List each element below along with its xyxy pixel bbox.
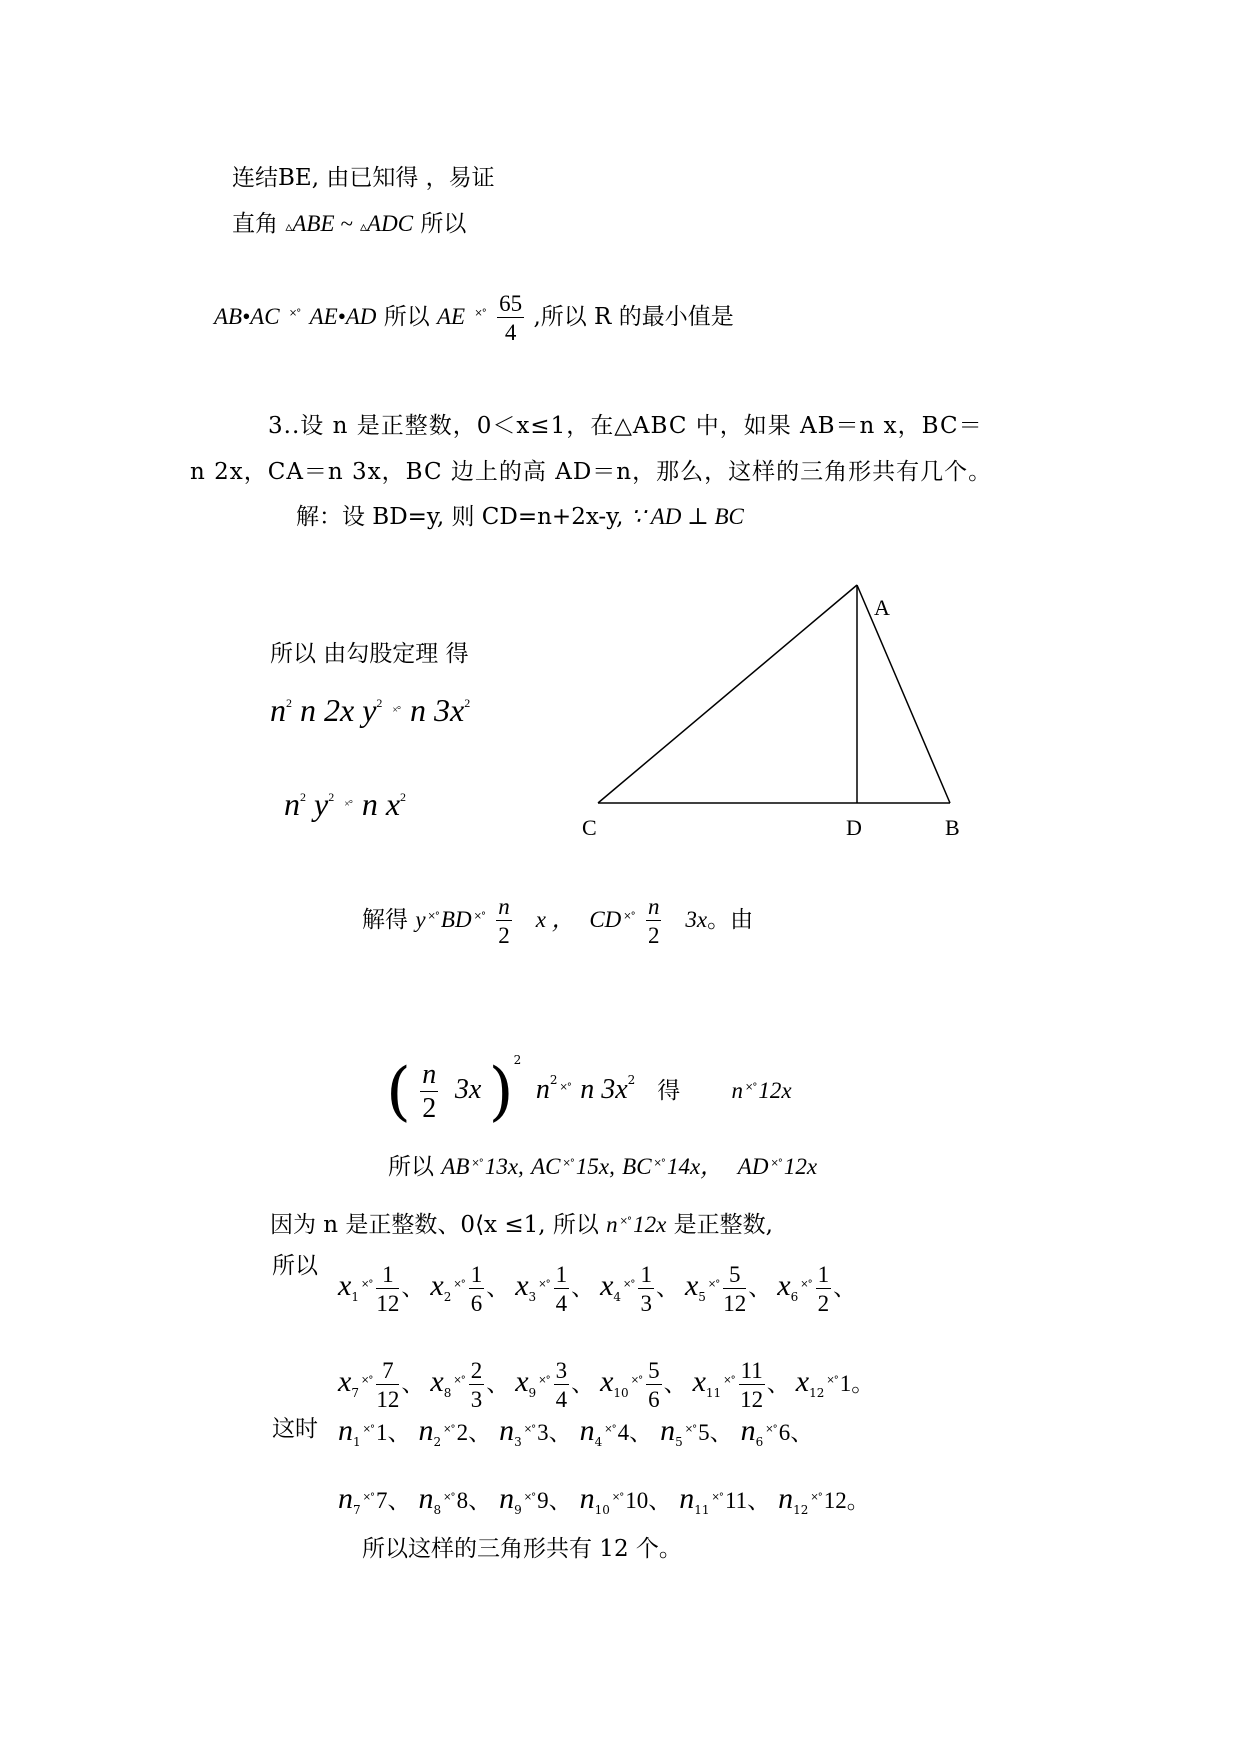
numerator: 1 <box>376 1263 399 1289</box>
fraction-65-4: $\frac{65}{4}$ <box>499 291 523 345</box>
because-text: 是正整数, <box>673 1212 773 1238</box>
equals-glyph-icon: ×° <box>523 1492 536 1503</box>
subscript: 12 <box>809 1386 825 1400</box>
math-x: x ， <box>535 907 575 932</box>
subscript: 3 <box>528 1290 537 1304</box>
subscript: 4 <box>594 1435 603 1449</box>
separator: 、 <box>387 1488 411 1514</box>
equals-glyph-icon: ×° <box>707 1279 720 1290</box>
subscript: 10 <box>594 1503 610 1517</box>
equals-glyph-icon: ×° <box>810 1492 822 1503</box>
fraction-n-2: $\frac{n}{2}$ <box>647 894 660 948</box>
math-n: n <box>499 1482 515 1515</box>
superscript: 2 <box>627 1073 636 1087</box>
math-3x: 3x <box>454 1074 482 1105</box>
math-n: n <box>740 1414 756 1447</box>
xlist-row-1 <box>338 1254 862 1328</box>
equals-glyph-icon: ×° <box>623 1279 635 1290</box>
superscript: 2 <box>300 790 306 804</box>
math-ae: AE <box>437 304 466 329</box>
math-12x: 12x <box>633 1212 667 1237</box>
sides-line <box>388 1150 817 1181</box>
n-term <box>499 1414 572 1449</box>
subscript: 8 <box>443 1386 452 1400</box>
equals-glyph-icon: ×° <box>630 1375 643 1386</box>
math-n: n <box>778 1482 794 1515</box>
x-term <box>338 1358 425 1412</box>
subscript: 11 <box>705 1386 722 1400</box>
math-n: n <box>338 1414 353 1447</box>
separator: 、 <box>790 1420 814 1446</box>
superscript: 2 <box>328 790 335 804</box>
x-term <box>692 1358 790 1412</box>
math-n: n <box>338 1482 353 1515</box>
equals-glyph-icon: ×° <box>538 1375 550 1386</box>
intro-line-2 <box>232 210 466 242</box>
numerator: 1 <box>817 1262 830 1287</box>
equals-glyph-icon: ×° <box>611 1492 624 1503</box>
n-term <box>660 1414 733 1449</box>
subscript: 7 <box>353 1503 361 1517</box>
subscript: 5 <box>675 1435 683 1449</box>
equals-glyph-icon: ×° <box>344 799 352 810</box>
superscript: 2 <box>286 696 292 710</box>
numerator: 1 <box>555 1262 568 1287</box>
equals-glyph-icon: ×° <box>362 1424 375 1435</box>
equals-glyph-icon: ×° <box>623 911 635 922</box>
math-cd: CD <box>589 907 622 932</box>
denominator: 12 <box>376 1291 400 1316</box>
fraction <box>723 1263 746 1315</box>
value: 10 <box>625 1488 649 1513</box>
intro-text: ,所以 R 的最小值是 <box>533 304 734 330</box>
subscript: 2 <box>443 1290 452 1304</box>
equals-glyph-icon: ×° <box>474 308 486 319</box>
equals-glyph-icon: ×° <box>604 1424 616 1435</box>
superscript: 2 <box>400 790 407 804</box>
math-x: x <box>777 1269 791 1302</box>
subscript: 3 <box>514 1435 522 1449</box>
value: 1 <box>376 1420 388 1445</box>
triangle-icon: ▵ <box>285 220 293 235</box>
math-x: x <box>692 1365 706 1398</box>
label-d: D <box>846 815 862 840</box>
subscript: 8 <box>433 1503 442 1517</box>
equals-glyph-icon: ×° <box>443 1492 455 1503</box>
n-term <box>579 1414 653 1449</box>
equals-glyph-icon: ×° <box>562 1158 574 1169</box>
x-term <box>777 1262 857 1316</box>
separator: 、 <box>548 1488 572 1514</box>
right-paren: ) <box>488 1055 514 1129</box>
math-y: y <box>415 907 426 932</box>
equals-glyph-icon: ×° <box>360 1375 373 1386</box>
n-term <box>778 1482 870 1517</box>
separator: 、 <box>401 1371 425 1397</box>
x-term <box>795 1365 875 1400</box>
math-value: 13x, <box>484 1154 524 1179</box>
math-x: x <box>515 1365 529 1398</box>
intro-text: 所以 <box>383 304 430 330</box>
equals-glyph-icon: ×° <box>765 1424 777 1435</box>
subscript: 6 <box>755 1435 764 1449</box>
numerator: 5 <box>723 1263 746 1289</box>
separator: 、 <box>748 1275 772 1301</box>
separator: 、 <box>401 1275 425 1301</box>
x-term <box>600 1358 687 1412</box>
math-x: x <box>795 1365 810 1398</box>
subscript: 6 <box>790 1290 799 1304</box>
math-x: x <box>430 1365 444 1398</box>
numerator: 5 <box>648 1358 660 1383</box>
numerator: 3 <box>555 1358 568 1383</box>
pythag-label: 所以 由勾股定理 得 <box>270 641 469 667</box>
math-value: 14x， <box>666 1154 724 1179</box>
equals-glyph-icon: ×° <box>770 1158 782 1169</box>
math-x: x <box>515 1269 529 1302</box>
fraction <box>376 1263 399 1315</box>
math-n: n <box>579 1414 595 1447</box>
value: 4 <box>617 1420 630 1445</box>
math-ab: AB <box>441 1154 470 1179</box>
fraction <box>469 1263 485 1315</box>
equals-glyph-icon: ×° <box>453 1375 465 1386</box>
math-value: 12x <box>783 1154 818 1179</box>
separator: 、 <box>629 1420 653 1446</box>
n-term <box>499 1482 572 1517</box>
value: 1 <box>839 1371 852 1396</box>
solve-text: 解得 <box>362 907 408 933</box>
subscript: 7 <box>351 1386 359 1400</box>
separator: 、 <box>571 1275 595 1301</box>
eq-text: 得 <box>657 1078 681 1104</box>
intro-line-1: 连结BE, 由已知得 ，易证 <box>232 165 495 191</box>
math-n: n <box>418 1414 434 1447</box>
intro-text: 所以 <box>420 211 467 237</box>
numerator: 1 <box>470 1262 483 1287</box>
because-text: 因为 n 是正整数、0⟨x ≤1, 所以 <box>270 1212 599 1238</box>
separator: 、 <box>548 1420 572 1446</box>
subscript: 10 <box>613 1386 629 1400</box>
denominator: 12 <box>376 1387 400 1412</box>
solution-line <box>296 503 744 531</box>
fraction-n-2: $\frac{n}{2}$ <box>498 894 510 948</box>
label-c: C <box>582 815 597 840</box>
subscript: 1 <box>353 1435 361 1449</box>
separator: 、 <box>833 1275 857 1301</box>
math-n3x: n 3x <box>410 692 465 728</box>
math-n: n <box>731 1078 743 1103</box>
numerator: 11 <box>740 1358 763 1383</box>
denominator: 6 <box>648 1387 660 1412</box>
fraction <box>816 1263 832 1315</box>
math-ad: AD <box>737 1154 769 1179</box>
denominator: 3 <box>640 1291 652 1316</box>
n-term <box>579 1482 672 1517</box>
pythag-eq-2 <box>284 778 406 824</box>
equals-glyph-icon: ×° <box>453 1279 465 1290</box>
math-n: n <box>579 1482 595 1515</box>
fraction <box>554 1359 570 1411</box>
math-n: n <box>418 1482 434 1515</box>
x-term <box>430 1262 510 1316</box>
value: 7 <box>376 1488 388 1513</box>
math-x: x <box>684 1269 699 1302</box>
n-term <box>418 1414 492 1449</box>
math-ae-ad: AE•AD <box>309 304 377 329</box>
equals-glyph-icon: ×° <box>684 1424 697 1435</box>
fraction <box>646 1359 662 1411</box>
math-x: x <box>600 1269 614 1302</box>
solution-text: 解：设 BD=y, 则 CD=n+2x-y, <box>296 504 624 530</box>
numerator: 1 <box>640 1262 652 1287</box>
pythag-eq-1 <box>270 684 470 730</box>
separator: 、 <box>655 1275 679 1301</box>
separator: 、 <box>766 1371 790 1397</box>
math-ab-ac: AB•AC <box>214 304 280 329</box>
label-b: B <box>945 815 960 840</box>
math-n: n <box>679 1482 695 1515</box>
separator: 、 <box>648 1488 672 1514</box>
separator: 、 <box>468 1420 492 1446</box>
value: 6 <box>778 1420 791 1445</box>
fraction <box>554 1263 570 1315</box>
problem-line-1: 3..设 n 是正整数，0＜x≤1，在△ABC 中，如果 AB＝n x，BC＝ <box>268 413 983 439</box>
equals-glyph-icon: ×° <box>443 1424 455 1435</box>
solve-line <box>362 895 753 947</box>
subscript: 4 <box>613 1290 622 1304</box>
separator: 、 <box>486 1275 510 1301</box>
intro-text: 直角 <box>232 211 278 237</box>
math-x: x <box>430 1269 444 1302</box>
superscript: 2 <box>513 1053 522 1067</box>
fraction <box>638 1263 654 1315</box>
separator: 、 <box>747 1488 771 1514</box>
equals-glyph-icon: ×° <box>523 1424 536 1435</box>
x-term <box>338 1262 425 1316</box>
equals-glyph-icon: ×° <box>826 1375 838 1386</box>
math-12x: 12x <box>758 1078 792 1103</box>
separator: 、 <box>571 1371 595 1397</box>
nlist-label: 这时 <box>272 1416 318 1442</box>
n-term <box>338 1414 411 1449</box>
separator: 、 <box>387 1420 411 1446</box>
x-term <box>515 1262 595 1316</box>
left-paren: ( <box>386 1055 411 1129</box>
denominator: 12 <box>740 1387 764 1412</box>
math-n: n <box>284 786 300 822</box>
conclusion: 所以这样的三角形共有 12 个。 <box>362 1536 682 1562</box>
subscript: 9 <box>514 1503 522 1517</box>
value: 11 <box>724 1488 748 1513</box>
math-value: 15x, <box>575 1154 615 1179</box>
x-term <box>600 1262 679 1316</box>
separator: 、 <box>709 1420 733 1446</box>
math-n: n <box>660 1414 676 1447</box>
subscript: 12 <box>793 1503 809 1517</box>
math-n2xy: n 2x y <box>300 692 377 728</box>
triangle-figure <box>570 575 990 855</box>
numerator: 2 <box>470 1358 483 1383</box>
intro-line-3 <box>214 292 734 344</box>
n-term <box>338 1482 411 1517</box>
equals-glyph-icon: ×° <box>471 1158 483 1169</box>
subscript: 1 <box>351 1290 359 1304</box>
value: 9 <box>537 1488 549 1513</box>
separator: 、 <box>468 1488 492 1514</box>
equals-glyph-icon: ×° <box>723 1375 735 1386</box>
value: 5 <box>698 1420 710 1445</box>
problem-line-2: n 2x，CA＝n 3x，BC 边上的高 AD＝n，那么，这样的三角形共有几个。 <box>190 459 993 485</box>
math-x: x <box>338 1269 352 1302</box>
denominator: 3 <box>470 1387 483 1412</box>
big-equation <box>386 1010 792 1129</box>
n-term <box>679 1482 771 1517</box>
math-n: n <box>499 1414 515 1447</box>
x-term <box>430 1358 510 1412</box>
equals-glyph-icon: ×° <box>427 911 439 922</box>
math-n: n <box>535 1074 550 1105</box>
math-n: n <box>270 692 286 728</box>
math-n: n <box>606 1212 618 1237</box>
value: 3 <box>537 1420 549 1445</box>
equals-glyph-icon: ×° <box>473 911 485 922</box>
value: 12 <box>823 1488 847 1513</box>
equals-glyph-icon: ×° <box>619 1216 632 1227</box>
superscript: 2 <box>464 696 471 710</box>
equals-glyph-icon: ×° <box>538 1279 550 1290</box>
period: 。 <box>851 1371 875 1397</box>
equals-glyph-icon: ×° <box>392 705 401 716</box>
n-term <box>418 1482 492 1517</box>
subscript: 2 <box>433 1435 442 1449</box>
nlist-row-2 <box>338 1478 878 1530</box>
x-term <box>515 1358 595 1412</box>
math-ac: AC <box>531 1154 561 1179</box>
equals-glyph-icon: ×° <box>559 1082 571 1093</box>
nlist-row-1 <box>338 1410 821 1462</box>
equals-glyph-icon: ×° <box>360 1279 373 1290</box>
sides-text: 所以 <box>388 1154 434 1180</box>
subscript: 5 <box>698 1290 706 1304</box>
superscript: 2 <box>549 1073 558 1087</box>
x-term <box>684 1262 772 1316</box>
separator: 。 <box>846 1488 870 1514</box>
denominator: 6 <box>470 1291 483 1316</box>
because-line <box>270 1208 773 1239</box>
equals-glyph-icon: ×° <box>362 1492 375 1503</box>
equals-glyph-icon: ×° <box>288 308 301 319</box>
denominator: 2 <box>817 1291 830 1316</box>
math-nx: n x <box>361 786 401 822</box>
math-bd: BD <box>440 907 472 932</box>
math-abe: ABE ~ <box>292 211 353 236</box>
math-x: x <box>338 1365 352 1398</box>
side-ca <box>598 585 857 803</box>
separator: 、 <box>663 1371 687 1397</box>
superscript: 2 <box>376 696 383 710</box>
n-term <box>740 1414 814 1449</box>
subscript: 9 <box>528 1386 537 1400</box>
numerator: 7 <box>376 1359 399 1385</box>
math-x: x <box>600 1365 614 1398</box>
fraction <box>739 1359 765 1411</box>
value: 2 <box>456 1420 469 1445</box>
equals-glyph-icon: ×° <box>711 1492 723 1503</box>
fraction-n-2: $\frac{n}{2}$ <box>422 1059 437 1124</box>
denominator: 4 <box>555 1291 568 1316</box>
math-n3x: n 3x <box>580 1074 628 1105</box>
label-a: A <box>874 595 890 620</box>
xlist-label: 所以 <box>272 1253 318 1279</box>
value: 8 <box>456 1488 469 1513</box>
solve-text: 。由 <box>707 907 754 933</box>
separator: 、 <box>486 1371 510 1397</box>
math-bc: BC <box>622 1154 652 1179</box>
math-3x: 3x <box>685 907 708 932</box>
subscript: 11 <box>694 1503 710 1517</box>
math-y: y <box>314 786 329 822</box>
equals-glyph-icon: ×° <box>653 1158 665 1169</box>
fraction <box>469 1359 485 1411</box>
math-adc: ADC <box>367 211 414 236</box>
equals-glyph-icon: ×° <box>800 1279 812 1290</box>
denominator: 12 <box>723 1291 747 1316</box>
denominator: 4 <box>555 1387 568 1412</box>
side-ab <box>857 585 950 803</box>
fraction <box>376 1359 399 1411</box>
triangle-icon: ▵ <box>360 220 368 235</box>
equals-glyph-icon: ×° <box>744 1082 757 1093</box>
math-perpendicular: ∵ AD ⊥ BC <box>630 504 744 529</box>
